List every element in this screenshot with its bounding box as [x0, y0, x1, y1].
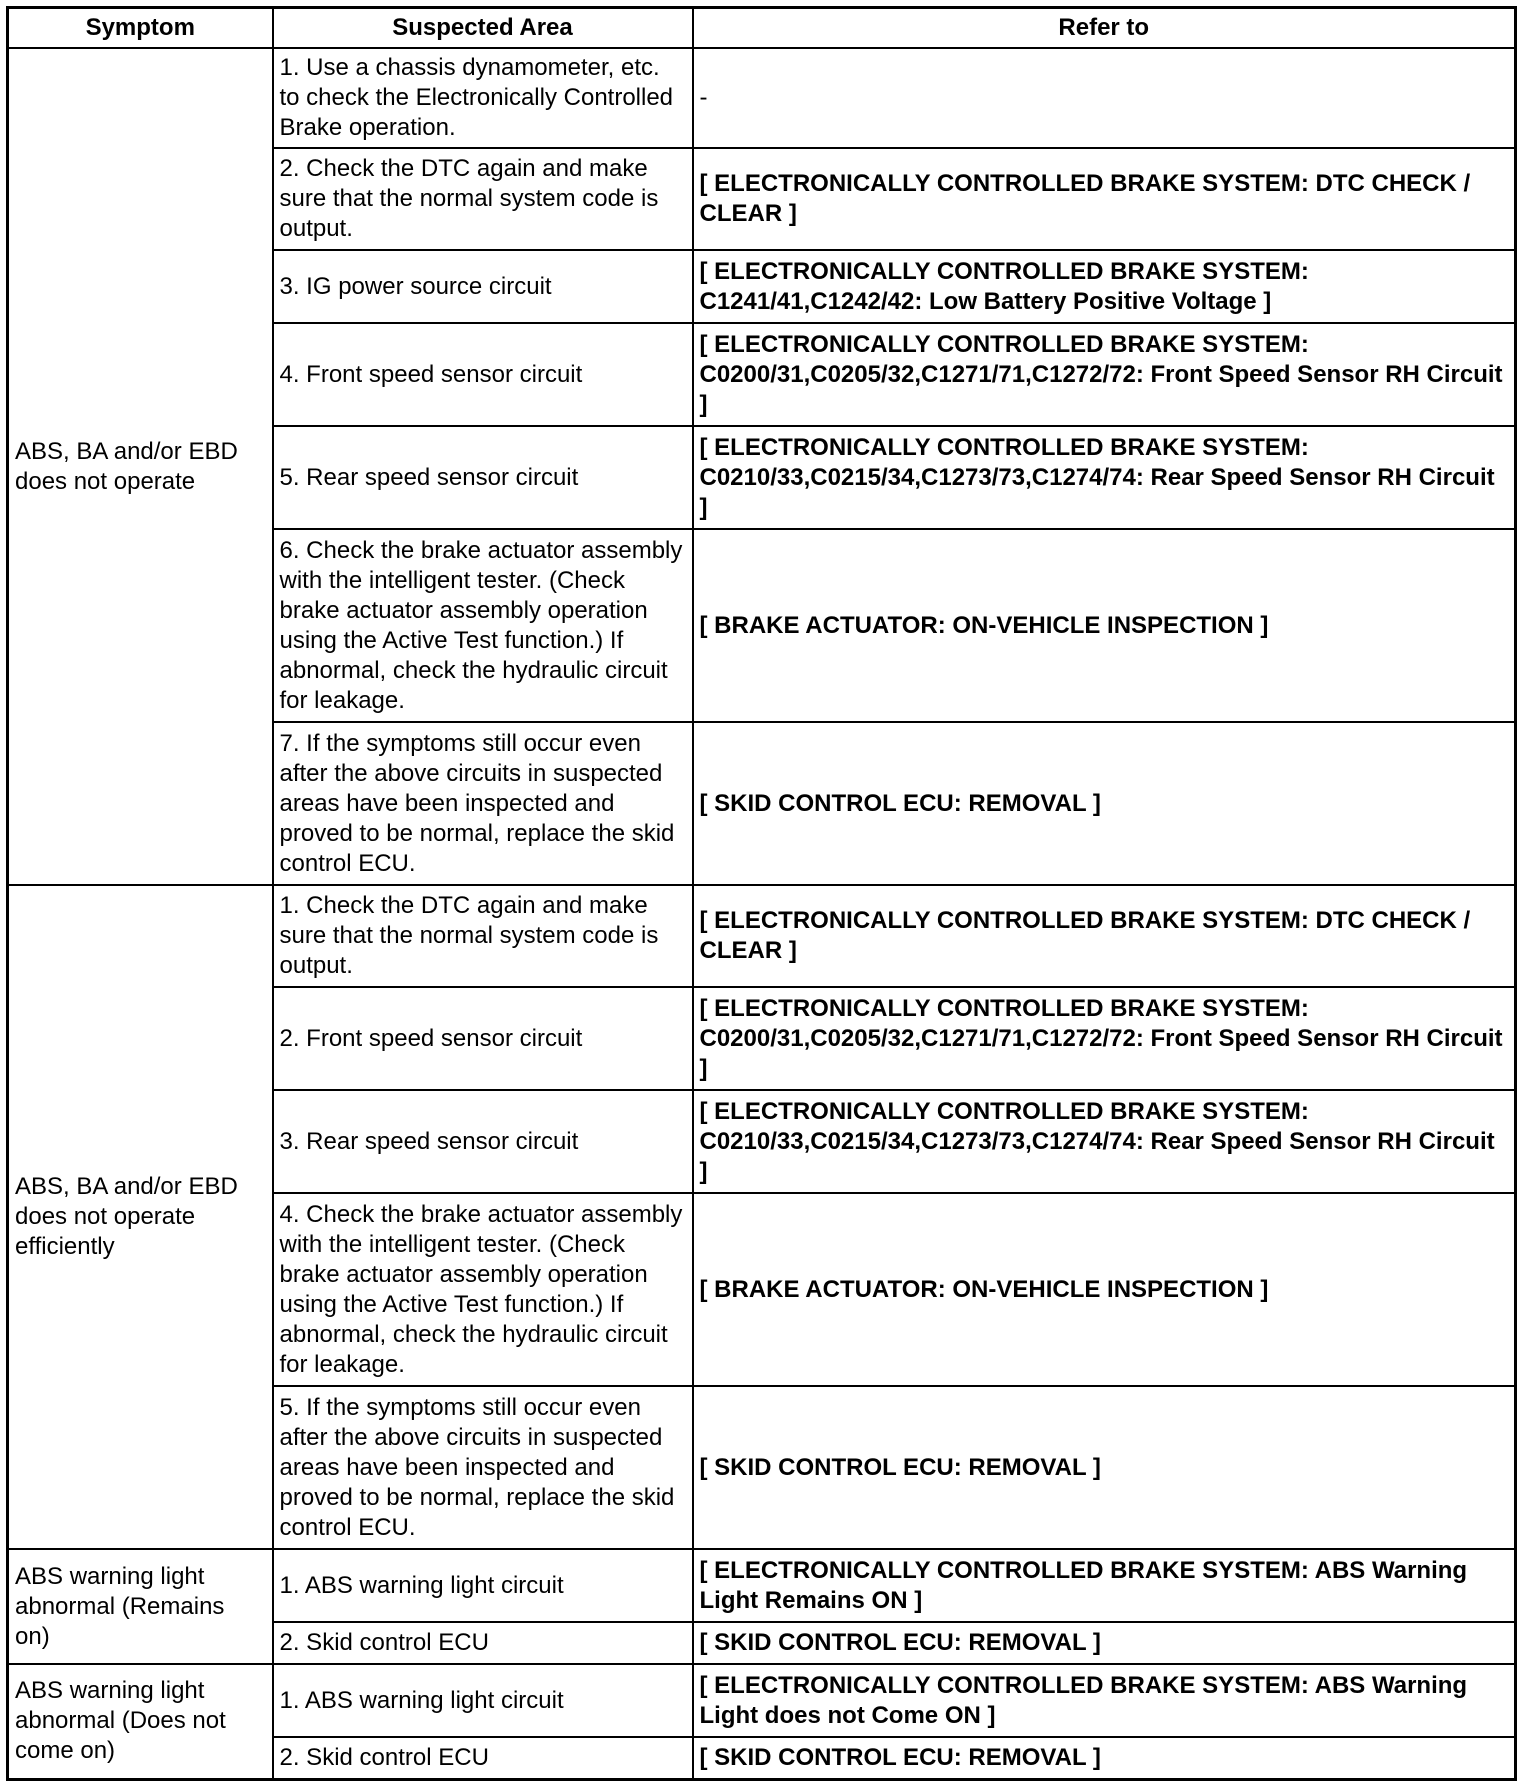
symptom-cell: ABS, BA and/or EBD does not operate	[8, 48, 273, 885]
refer-to-cell: [ ELECTRONICALLY CONTROLLED BRAKE SYSTEM: DTC CHECK / CLEAR ]	[693, 148, 1516, 250]
refer-to-cell: [ SKID CONTROL ECU: REMOVAL ]	[693, 1737, 1516, 1779]
symptom-cell: ABS warning light abnormal (Does not come on)	[8, 1664, 273, 1779]
refer-to-cell: [ ELECTRONICALLY CONTROLLED BRAKE SYSTEM: C0210/33,C0215/34,C1273/73,C1274/74: Rear Speed Sensor RH Circuit ]	[693, 1090, 1516, 1193]
symptom-cell: ABS, BA and/or EBD does not operate efficiently	[8, 885, 273, 1549]
refer-to-cell: [ ELECTRONICALLY CONTROLLED BRAKE SYSTEM: C0200/31,C0205/32,C1271/71,C1272/72: Front Speed Sensor RH Circuit ]	[693, 987, 1516, 1090]
refer-to-cell: [ SKID CONTROL ECU: REMOVAL ]	[693, 1622, 1516, 1664]
suspected-area-cell: 2. Check the DTC again and make sure that the normal system code is output.	[273, 148, 693, 250]
symptom-cell: ABS warning light abnormal (Remains on)	[8, 1549, 273, 1664]
suspected-area-cell: 1. ABS warning light circuit	[273, 1549, 693, 1622]
table-row	[8, 885, 1516, 987]
suspected-area-cell: 2. Front speed sensor circuit	[273, 987, 693, 1090]
suspected-area-cell: 4. Front speed sensor circuit	[273, 323, 693, 426]
suspected-area-cell: 5. Rear speed sensor circuit	[273, 426, 693, 529]
troubleshooting-table	[6, 6, 1517, 1781]
header-refer-to: Refer to	[693, 8, 1516, 49]
suspected-area-cell: 3. Rear speed sensor circuit	[273, 1090, 693, 1193]
refer-to-cell: [ ELECTRONICALLY CONTROLLED BRAKE SYSTEM: C1241/41,C1242/42: Low Battery Positive Voltage ]	[693, 250, 1516, 323]
refer-to-cell: [ BRAKE ACTUATOR: ON-VEHICLE INSPECTION ]	[693, 1193, 1516, 1386]
refer-to-cell: [ SKID CONTROL ECU: REMOVAL ]	[693, 722, 1516, 885]
refer-to-cell: [ ELECTRONICALLY CONTROLLED BRAKE SYSTEM: C0210/33,C0215/34,C1273/73,C1274/74: Rear Speed Sensor RH Circuit ]	[693, 426, 1516, 529]
table-row	[8, 1664, 1516, 1737]
refer-to-cell: [ ELECTRONICALLY CONTROLLED BRAKE SYSTEM: DTC CHECK / CLEAR ]	[693, 885, 1516, 987]
suspected-area-cell: 1. ABS warning light circuit	[273, 1664, 693, 1737]
refer-to-cell: [ ELECTRONICALLY CONTROLLED BRAKE SYSTEM: ABS Warning Light does not Come ON ]	[693, 1664, 1516, 1737]
refer-to-cell: [ BRAKE ACTUATOR: ON-VEHICLE INSPECTION ]	[693, 529, 1516, 722]
header-row	[8, 8, 1516, 49]
suspected-area-cell: 1. Use a chassis dynamometer, etc. to check the Electronically Controlled Brake operation.	[273, 48, 693, 148]
suspected-area-cell: 2. Skid control ECU	[273, 1737, 693, 1779]
suspected-area-cell: 6. Check the brake actuator assembly with the intelligent tester. (Check brake actuator assembly operation using the Active Test function.) If abnormal, check the hydraulic circuit for leakage.	[273, 529, 693, 722]
refer-to-cell: [ ELECTRONICALLY CONTROLLED BRAKE SYSTEM: ABS Warning Light Remains ON ]	[693, 1549, 1516, 1622]
table-row	[8, 48, 1516, 148]
suspected-area-cell: 2. Skid control ECU	[273, 1622, 693, 1664]
suspected-area-cell: 5. If the symptoms still occur even after the above circuits in suspected areas have been inspected and proved to be normal, replace the skid control ECU.	[273, 1386, 693, 1549]
suspected-area-cell: 4. Check the brake actuator assembly with the intelligent tester. (Check brake actuator assembly operation using the Active Test function.) If abnormal, check the hydraulic circuit for leakage.	[273, 1193, 693, 1386]
suspected-area-cell: 7. If the symptoms still occur even after the above circuits in suspected areas have been inspected and proved to be normal, replace the skid control ECU.	[273, 722, 693, 885]
refer-to-cell: -	[693, 48, 1516, 148]
refer-to-cell: [ ELECTRONICALLY CONTROLLED BRAKE SYSTEM: C0200/31,C0205/32,C1271/71,C1272/72: Front Speed Sensor RH Circuit ]	[693, 323, 1516, 426]
refer-to-cell: [ SKID CONTROL ECU: REMOVAL ]	[693, 1386, 1516, 1549]
suspected-area-cell: 3. IG power source circuit	[273, 250, 693, 323]
table-row	[8, 1549, 1516, 1622]
header-suspected-area: Suspected Area	[273, 8, 693, 49]
header-symptom: Symptom	[8, 8, 273, 49]
suspected-area-cell: 1. Check the DTC again and make sure that the normal system code is output.	[273, 885, 693, 987]
